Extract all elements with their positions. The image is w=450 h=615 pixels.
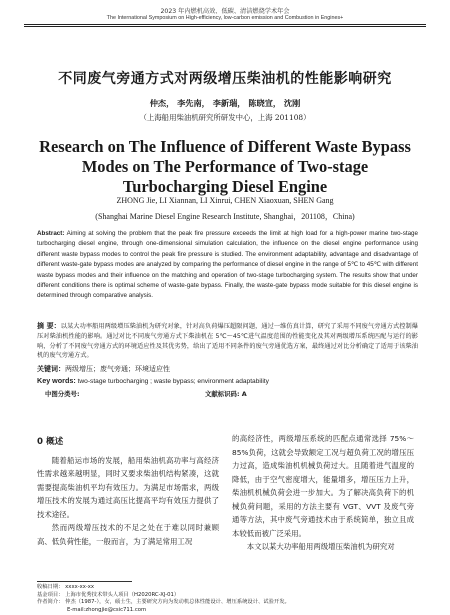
header-rule	[24, 24, 426, 25]
paper-title-cn: 不同废气旁通方式对两级增压柴油机的性能影响研究	[58, 71, 392, 87]
footnote-author: 作者简介： 仲杰（1987-），女，硕士生，主要研究方向为发动机总体性能设计、增压系统设计、试验开发。	[37, 599, 290, 606]
classification-number: 中图分类号:	[45, 390, 80, 398]
footnote	[37, 584, 417, 615]
paper-title-en-line3: Turbocharging Diesel Engine	[122, 177, 328, 196]
abstract-cn	[37, 322, 418, 361]
abstract-en-text: Aiming at solving the problem that the peak fire pressure exceeds the limit at high load for a high-power marine two-stage turbocharging diesel engine, through one-dimensional simulation calculation, the influence on the diesel engine performance using different waste bypass modes to control the peak fire pressure is studied. The environment adaptability, advantage and disadvantage of different waste-gate bypass modes are analyzed by comparing the performance of diesel engine in the range of 5℃ to 45℃ with different waste bypass modes and their influence on the matching and operation of two-stage turbocharging system. The results show that under different conditions there is optimal scheme of waste-gate bypass. Finally, the waste-gate bypass mode suitable for this diesel engine is determined through comparative analysis.	[37, 230, 418, 300]
abstract-cn-label: 摘 要：	[37, 322, 61, 330]
footnote-email: E-mail:zhongjie@csic711.com	[67, 607, 147, 614]
abstract-cn-text: 以某大功率船用两级增压柴油机为研究对象，针对高负荷爆压超限问题，通过一维仿真计算，研究了采用不同废气旁通方式控制爆压对柴油机性能的影响。通过对比不同废气旁通方式下柴油机在 5℃～45℃进气温度范围的性能变化及其对两级增压系统匹配与运行的影响，分析了不同废气旁通方式的环境适应性及其优劣势，给出了适用不同条件的废气旁通优选方案，最终通过对比分析确定了适用于该柴油机的废气旁通方式。	[37, 323, 418, 360]
keywords-cn-text: 两级增压；废气旁通；环境适应性	[65, 365, 170, 373]
header-rule-thin	[24, 26, 426, 27]
keywords-en-text: two-stage turbocharging ; waste bypass; environment adaptability	[75, 378, 269, 385]
paper-title-en-line2: Modes on The Performance of Two-stage	[81, 157, 369, 176]
body-paragraph: 随着船运市场的发展，船用柴油机高功率与高经济性需求越来越明显，同时又要求柴油机结构紧凑，这就需要提高柴油机平均有效压力。为满足市场需求，两级增压技术的发展为通过高压比提高平均有效压力提供了技术途径。	[37, 455, 219, 519]
abstract-en	[37, 229, 418, 302]
running-header-en: The International Symposium on High-efficiency, low-carbon emission and Combustion in Engines+	[106, 15, 344, 21]
keywords-cn-label: 关键词：	[37, 365, 65, 373]
body-column-left	[37, 436, 219, 548]
authors-cn: 仲杰， 李先南， 李新瑞， 陈晓宣， 沈刚	[149, 98, 301, 108]
abstract-en-label: Abstract:	[37, 230, 65, 237]
footnote-received: 收稿日期： xxxx-xx-xx	[37, 584, 95, 590]
body-paragraph: 本文以某大功率船用两级增压柴油机为研究对	[246, 542, 395, 551]
paper-title-en-line1: Research on The Influence of Different Waste Bypass	[39, 137, 411, 156]
affiliation-en: (Shanghai Marine Diesel Engine Research Institute, Shanghai，201108，China)	[95, 212, 355, 221]
body-paragraph: 然而两级增压技术的不足之处在于难以同时兼顾高、低负荷性能，一般而言，为了满足常用工况	[37, 523, 219, 546]
document-code: 文献标识码: A	[205, 390, 247, 398]
running-header-cn: 2023 年内燃机高效、低碳、清洁燃烧学术年会	[160, 8, 290, 15]
keywords-en-label: Key words:	[37, 376, 76, 385]
keywords-en	[37, 376, 418, 385]
keywords-cn	[37, 364, 418, 374]
body-column-right	[232, 432, 414, 554]
section-heading: 0 概述	[37, 437, 64, 447]
footnote-fund: 基金项目： 上海市优秀技术带头人项目（H2020RC-XJ-01）	[37, 591, 180, 598]
affiliation-cn: （上海船用柴油机研究所研发中心，上海 201108）	[139, 113, 311, 122]
body-paragraph: 的高经济性，两级增压系统的匹配点通常选择 75%～85%负荷，这就会导致额定工况与超负荷工况的增压压力过高，造成柴油机机械负荷过大。且随着进气温度的降低，由于空气密度增大，能量增多，增压压力上升，柴油机机械负荷会进一步加大。为了解决高负荷下的机械负荷问题，采用的方法主要有 VGT、VVT 及废气旁通等方法，其中废气旁通技术由于系统简单，独立且成本较低而被广泛采用。	[232, 434, 414, 538]
authors-en: ZHONG Jie, LI Xiannan, LI Xinrui, CHEN Xiaoxuan, SHEN Gang	[116, 196, 334, 205]
footnote-rule	[37, 581, 132, 582]
